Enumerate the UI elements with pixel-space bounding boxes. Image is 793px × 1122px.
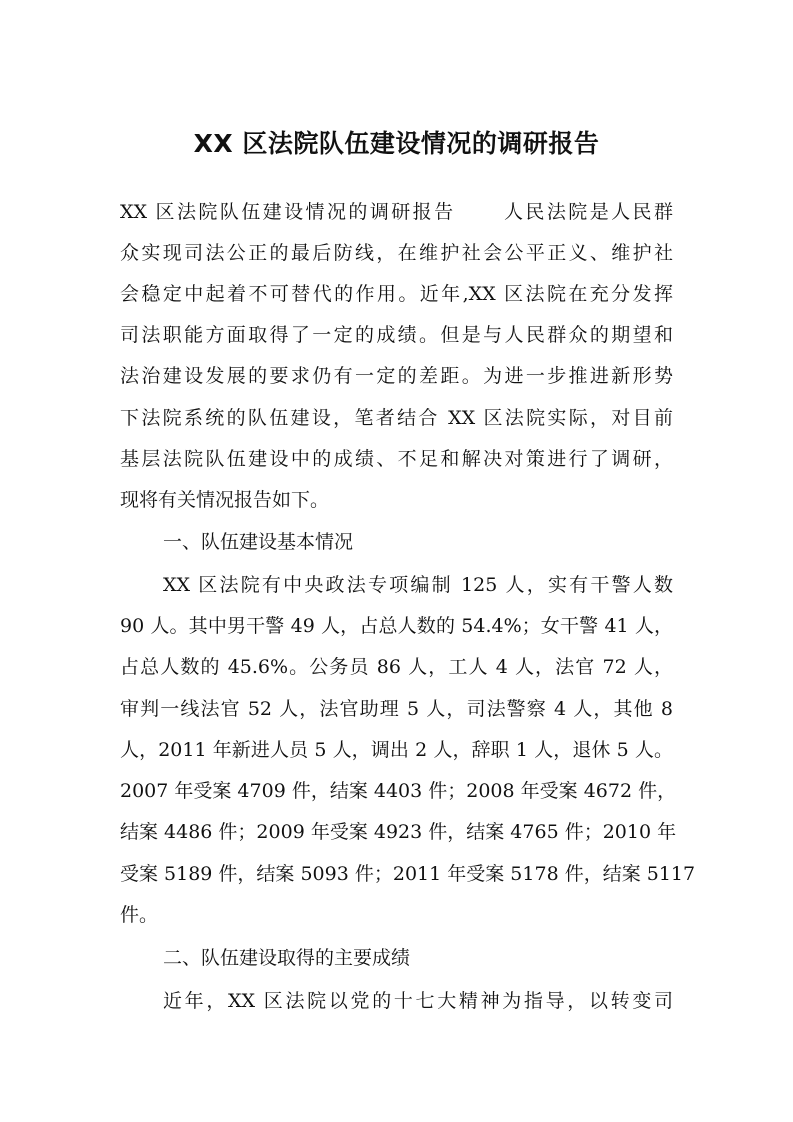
section1-line-9: 件。	[120, 904, 159, 926]
section-heading-1: 一、队伍建设基本情况	[163, 531, 354, 553]
intro-line-6: 下法院系统的队伍建设，笔者结合 XX 区法院实际，对目前	[120, 407, 673, 429]
section1-line-4: 审判一线法官 52 人，法官助理 5 人，司法警察 4 人，其他 8	[120, 698, 673, 720]
section1-line-6: 2007 年受案 4709 件，结案 4403 件；2008 年受案 4672 件，	[120, 780, 677, 802]
section1-line-8: 受案 5189 件，结案 5093 件；2011 年受案 5178 件，结案 5117	[120, 863, 696, 885]
intro-line-7: 基层法院队伍建设中的成绩、不足和解决对策进行了调研，	[120, 448, 673, 470]
section1-line-7: 结案 4486 件；2009 年受案 4923 件，结案 4765 件；2010 年	[120, 821, 677, 843]
intro-line-4: 司法职能方面取得了一定的成绩。但是与人民群众的期望和	[120, 324, 673, 346]
section2-line-1: 近年，XX 区法院以党的十七大精神为指导，以转变司	[163, 990, 673, 1012]
intro-line-1	[120, 197, 673, 227]
intro-report-name: XX 区法院队伍建设情况的调研报告	[120, 201, 456, 223]
intro-line-8: 现将有关情况报告如下。	[120, 489, 330, 511]
document-title: XX 区法院队伍建设情况的调研报告	[193, 129, 600, 158]
section1-line-3: 占总人数的 45.6%。公务员 86 人，工人 4 人，法官 72 人，	[120, 656, 673, 678]
section1-line-5: 人，2011 年新进人员 5 人，调出 2 人，辞职 1 人，退休 5 人。	[120, 739, 673, 761]
section-heading-2: 二、队伍建设取得的主要成绩	[163, 947, 411, 969]
section1-line-2: 90 人。其中男干警 49 人，占总人数的 54.4%；女干警 41 人，	[120, 615, 673, 637]
intro-line-3: 会稳定中起着不可替代的作用。近年,XX 区法院在充分发挥	[120, 283, 673, 305]
intro-first-sentence: 人民法院是人民群	[501, 201, 673, 223]
intro-line-2: 众实现司法公正的最后防线，在维护社会公平正义、维护社	[120, 242, 673, 264]
section1-line-1: XX 区法院有中央政法专项编制 125 人，实有干警人数	[163, 574, 673, 596]
intro-line-5: 法治建设发展的要求仍有一定的差距。为进一步推进新形势	[120, 365, 673, 387]
